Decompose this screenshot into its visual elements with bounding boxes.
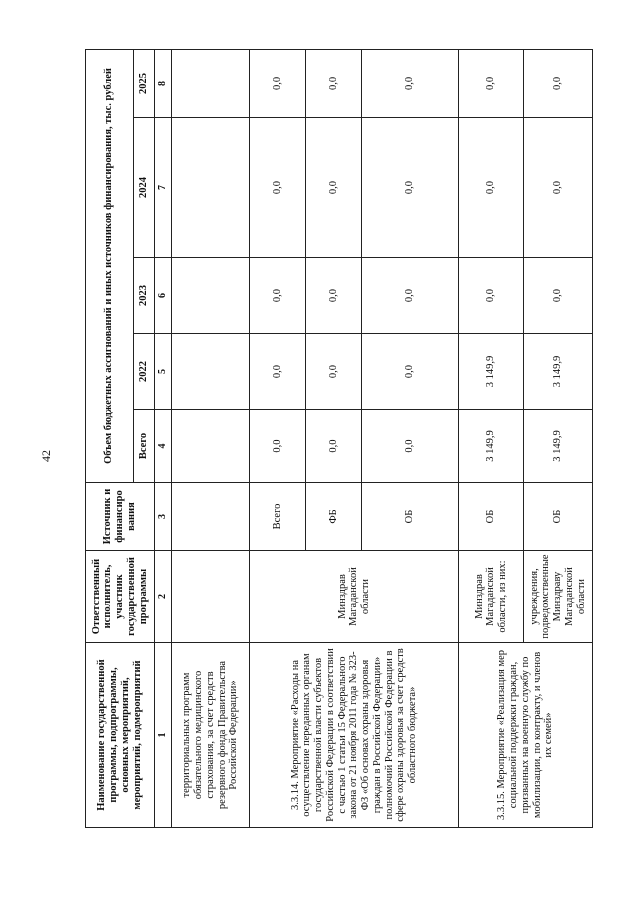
header-2022: 2022 xyxy=(133,334,154,410)
row-2024: 0,0 xyxy=(362,118,459,258)
row-total: 3 149,9 xyxy=(524,410,593,483)
row-executor: Минздрав Магаданской области xyxy=(249,551,458,643)
row-total xyxy=(172,410,250,483)
row-2022: 0,0 xyxy=(306,334,362,410)
row-2024: 0,0 xyxy=(306,118,362,258)
col-number: 3 xyxy=(154,483,171,551)
col-number: 5 xyxy=(154,334,171,410)
row-2025: 0,0 xyxy=(249,49,305,117)
col-number: 2 xyxy=(154,551,171,643)
row-2023: 0,0 xyxy=(306,258,362,334)
row-source: ОБ xyxy=(362,483,459,551)
row-source: ФБ xyxy=(306,483,362,551)
row-2025 xyxy=(172,49,250,117)
col-number: 4 xyxy=(154,410,171,483)
header-executor: Ответственный исполнитель, участник государственной программы xyxy=(86,551,155,643)
row-2023 xyxy=(172,258,250,334)
row-2024 xyxy=(172,118,250,258)
row-2023: 0,0 xyxy=(524,258,593,334)
header-name: Наименование государственной программы, подпрограммы, основных мероприятий, мероприятий, подмероприятий xyxy=(86,643,155,828)
row-2022: 3 149,9 xyxy=(459,334,524,410)
row-2025: 0,0 xyxy=(306,49,362,117)
row-2025: 0,0 xyxy=(362,49,459,117)
row-executor: Минздрав Магаданской области, из них: xyxy=(459,551,524,643)
row-total: 0,0 xyxy=(249,410,305,483)
row-2022: 3 149,9 xyxy=(524,334,593,410)
row-2023: 0,0 xyxy=(362,258,459,334)
row-total: 3 149,9 xyxy=(459,410,524,483)
header-2025: 2025 xyxy=(133,49,154,117)
header-2024: 2024 xyxy=(133,118,154,258)
row-2024: 0,0 xyxy=(249,118,305,258)
row-executor xyxy=(172,551,250,643)
row-total: 0,0 xyxy=(306,410,362,483)
budget-table xyxy=(85,49,593,828)
row-name: 3.3.15. Мероприятие «Реализация мер социальной поддержки граждан, призванных на военную службу по мобилизации, по контракту, и членов их семей» xyxy=(459,643,593,828)
row-2025: 0,0 xyxy=(524,49,593,117)
header-2023: 2023 xyxy=(133,258,154,334)
row-2023: 0,0 xyxy=(459,258,524,334)
row-2022 xyxy=(172,334,250,410)
row-executor: учреждения, подведомственные Минздраву Магаданской области xyxy=(524,551,593,643)
row-source xyxy=(172,483,250,551)
row-source: ОБ xyxy=(524,483,593,551)
budget-table-frame xyxy=(85,50,593,828)
header-budget-group: Объем бюджетных ассигнований и иных источников финансирования, тыс. рублей xyxy=(86,49,134,482)
row-total: 0,0 xyxy=(362,410,459,483)
col-number: 6 xyxy=(154,258,171,334)
row-source: Всего xyxy=(249,483,305,551)
row-2024: 0,0 xyxy=(524,118,593,258)
col-number: 7 xyxy=(154,118,171,258)
header-total: Всего xyxy=(133,410,154,483)
row-source: ОБ xyxy=(459,483,524,551)
row-2022: 0,0 xyxy=(249,334,305,410)
row-2023: 0,0 xyxy=(249,258,305,334)
row-name: территориальных программ обязательного медицинского страхования, за счет средств резервного фонда Правительства Российской Федерации» xyxy=(172,643,250,828)
col-number: 1 xyxy=(154,643,171,828)
row-2022: 0,0 xyxy=(362,334,459,410)
page-number: 42 xyxy=(39,450,53,462)
header-source: Источник и финансиро вания xyxy=(86,483,155,551)
row-name: 3.3.14. Мероприятие «Расходы на осуществление переданных органам государственной власти субъектов Российской Федерации в соответствии с частью 1 статьи 15 Федерального закона от 21 ноября 2011 года № 323-ФЗ «Об основах охраны здоровья граждан в Российской Федерации» полномочий Российской Федерации в сфере охраны здоровья за счет средств областного бюджета» xyxy=(249,643,458,828)
col-number: 8 xyxy=(154,49,171,117)
row-2024: 0,0 xyxy=(459,118,524,258)
row-2025: 0,0 xyxy=(459,49,524,117)
